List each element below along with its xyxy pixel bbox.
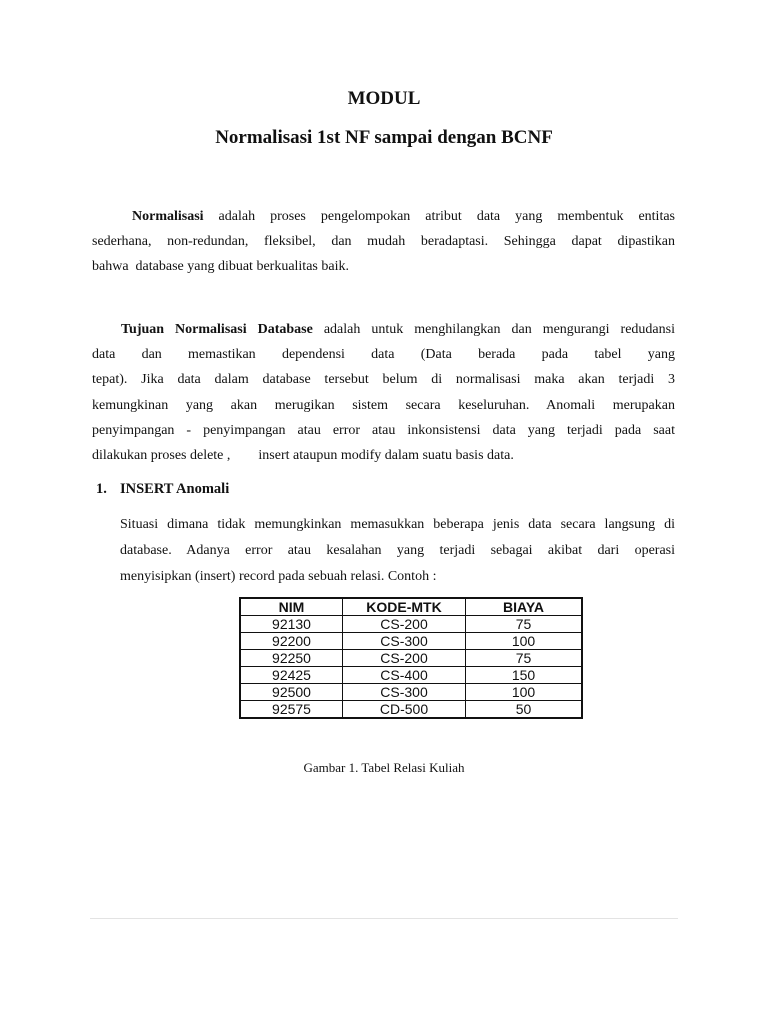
line-text: adalah proses pengelompokan atribut data yang membentuk entitas bbox=[203, 209, 675, 224]
line-text: adalah untuk menghilangkan dan mengurangi redudansi bbox=[312, 322, 675, 337]
column-header-nim: NIM bbox=[240, 598, 343, 616]
relasi-kuliah-table bbox=[239, 597, 583, 719]
paragraph-line bbox=[92, 443, 675, 468]
paragraph-insert-anomali bbox=[120, 512, 675, 590]
figure-caption: Gambar 1. Tabel Relasi Kuliah bbox=[303, 760, 465, 775]
table-row bbox=[240, 616, 582, 633]
paragraph-line bbox=[120, 564, 675, 590]
paragraph-line: tepat). Jika data dalam database tersebut belum di normalisasi maka akan terjadi 3 bbox=[92, 372, 675, 388]
paragraph-line: penyimpangan - penyimpangan atau error atau inkonsistensi data yang terjadi pada saat bbox=[92, 422, 675, 438]
table-row bbox=[240, 667, 582, 684]
paragraph-line: sederhana, non-redundan, fleksibel, dan mudah beradaptasi. Sehingga dapat dipastikan bbox=[92, 234, 675, 250]
cell-biaya: 150 bbox=[466, 667, 583, 684]
cell-kode-mtk: CS-200 bbox=[343, 650, 466, 667]
section-number: 1. bbox=[96, 481, 107, 497]
cell-kode-mtk: CS-200 bbox=[343, 616, 466, 633]
paragraph-line: database. Adanya error atau kesalahan yang terjadi sebagai akibat dari operasi bbox=[120, 543, 675, 558]
cell-nim: 92500 bbox=[240, 684, 343, 701]
column-header-biaya: BIAYA bbox=[466, 598, 583, 616]
cell-biaya: 100 bbox=[466, 684, 583, 701]
paragraph-line bbox=[92, 254, 675, 279]
cell-nim: 92425 bbox=[240, 667, 343, 684]
cell-kode-mtk: CS-400 bbox=[343, 667, 466, 684]
table-row bbox=[240, 633, 582, 650]
cell-biaya: 75 bbox=[466, 650, 583, 667]
line-text: dilakukan proses delete , insert ataupun modify dalam suatu basis data. bbox=[92, 447, 514, 463]
paragraph-line: data dan memastikan dependensi data (Data berada pada tabel yang bbox=[92, 347, 675, 363]
paragraph-line: kemungkinan yang akan merugikan sistem secara keseluruhan. Anomali merupakan bbox=[92, 397, 675, 413]
cell-nim: 92250 bbox=[240, 650, 343, 667]
cell-biaya: 75 bbox=[466, 616, 583, 633]
term-normalisasi: Normalisasi bbox=[132, 209, 204, 224]
cell-kode-mtk: CD-500 bbox=[343, 701, 466, 719]
paragraph-line: Situasi dimana tidak memungkinkan memasukkan beberapa jenis data secara langsung di bbox=[120, 517, 675, 532]
cell-nim: 92130 bbox=[240, 616, 343, 633]
cell-kode-mtk: CS-300 bbox=[343, 684, 466, 701]
term-tujuan: Tujuan Normalisasi Database bbox=[121, 322, 313, 337]
paragraph-tujuan bbox=[92, 317, 675, 468]
table-header-row bbox=[240, 598, 582, 616]
page-title: MODUL bbox=[347, 88, 421, 109]
cell-kode-mtk: CS-300 bbox=[343, 633, 466, 650]
section-title: INSERT Anomali bbox=[120, 481, 230, 497]
line-text: bahwa database yang dibuat berkualitas baik. bbox=[92, 259, 349, 275]
column-header-kode-mtk: KODE-MTK bbox=[343, 598, 466, 616]
paragraph-normalisasi bbox=[92, 204, 675, 280]
table-row bbox=[240, 684, 582, 701]
cell-nim: 92200 bbox=[240, 633, 343, 650]
paragraph-line bbox=[92, 317, 675, 342]
table-row bbox=[240, 650, 582, 667]
section-heading-insert-anomali bbox=[96, 481, 229, 498]
cell-biaya: 100 bbox=[466, 633, 583, 650]
cell-nim: 92575 bbox=[240, 701, 343, 719]
cell-biaya: 50 bbox=[466, 701, 583, 719]
page-subtitle: Normalisasi 1st NF sampai dengan BCNF bbox=[215, 127, 553, 148]
paragraph-line bbox=[92, 204, 675, 229]
table-row bbox=[240, 701, 582, 719]
line-text: menyisipkan (insert) record pada sebuah relasi. Contoh : bbox=[120, 569, 437, 584]
footer-divider bbox=[90, 918, 678, 919]
